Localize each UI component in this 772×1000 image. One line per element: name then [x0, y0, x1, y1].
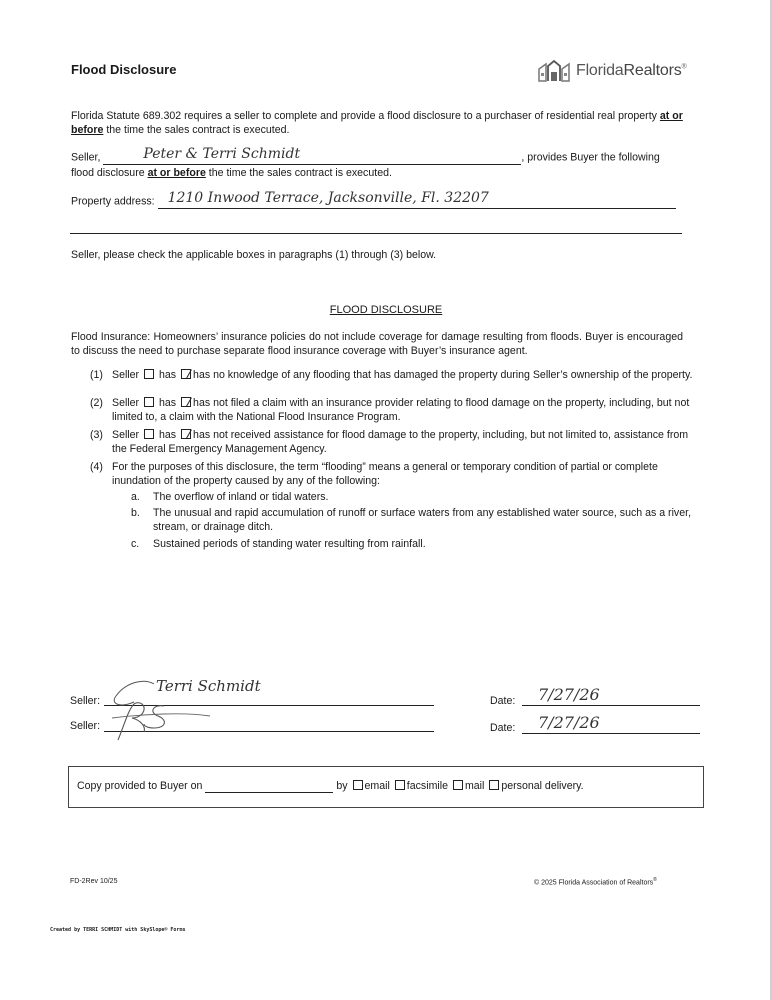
has-not-checkbox-3[interactable] [181, 429, 191, 439]
flood-disclosure-page: Flood Disclosure FloridaRealtors® Florida Statute 689.302 requires a seller to complete and provide a flood disclosure to a purchaser of residential real property at or before the time the sales contract is executed. Seller, Peter & Terri Schmidt , provides Buyer the following flood disclosure at or before the time the sales contract is executed. Property address: 1210 Inwood Terrace, Jacksonville, Fl. 32207 Seller, please check the applicable boxes in paragraphs (1) through (3) below. FLOOD DISCLOSURE Flood Insurance: Homeowners’ insurance policies do not include coverage for damage resulting from floods. Buyer is encouraged to discuss the need to purchase separate flood insurance coverage with Buyer’s insurance agent. (1) Seller has has no knowledge of any flooding that has damaged the property during Seller’s ownership of the property. (2) Seller has has not filed a claim with an insurance provider relating to flood damage on the property, including, but not limited to, a claim with the National Flood Insurance Program. (3) Seller has has not received assistance for flood damage to the property, including, but not limited to, assistance from the Federal Emergency Management Agency. (4) For the purposes of this disclosure, the term “flooding” means a general or temporary condition of partial or complete inundation of the property caused by any of the following: a. The overflow of inland or tidal waters. b. The unusual and rapid accumulation of runoff or surface waters from any established water source, such as a river, stream, or drainage ditch. c. Sustained periods of standing water resulting from rainfall. Seller: Terri Schmidt Seller: Date: 7/27/26 Date: 7/27/26 Copy provided to Buyer on by email facsimile mail personal delivery. FD-2Rev 10/25 © 2025 Florida Association of Realtors® Created by TERRI SCHMIDT with SkySlope® Forms [0, 0, 772, 1000]
created-by-note: Created by TERRI SCHMIDT with SkySlope® Forms [50, 927, 186, 933]
has-not-checkbox-2[interactable] [181, 397, 191, 407]
seller-2-signature-mark [104, 696, 214, 742]
page-title: Flood Disclosure [71, 62, 177, 77]
seller-line: Seller, Peter & Terri Schmidt , provides Buyer the following [71, 146, 660, 164]
has-not-checkbox-1[interactable] [181, 369, 191, 379]
disclosure-line: flood disclosure at or before the time the sales contract is executed. [71, 167, 392, 179]
address-continuation-line [70, 233, 682, 234]
personal-delivery-checkbox[interactable] [489, 780, 499, 790]
seller-label: Seller, [71, 151, 101, 164]
date-1-value: 7/27/26 [538, 685, 600, 704]
check-instruction: Seller, please check the applicable boxes in paragraphs (1) through (3) below. [71, 249, 437, 261]
copy-provided-box [68, 766, 704, 808]
address-label: Property address: [71, 195, 155, 208]
seller-1-label: Seller: [70, 695, 101, 707]
copy-date-field[interactable] [205, 792, 333, 793]
florida-realtors-logo [537, 60, 686, 82]
address-field[interactable]: 1210 Inwood Terrace, Jacksonville, Fl. 32207 [158, 189, 676, 209]
date-2-value: 7/27/26 [538, 713, 600, 732]
seller-name-field[interactable]: Peter & Terri Schmidt [103, 145, 521, 165]
realtors-house-icon [537, 60, 571, 82]
statute-paragraph: Florida Statute 689.302 requires a seller to complete and provide a flood disclosure to a purchaser of residential real property at or before the time the sales contract is executed. [71, 110, 683, 137]
section-heading: FLOOD DISCLOSURE [329, 304, 443, 316]
mail-checkbox[interactable] [453, 780, 463, 790]
copy-provided-row: Copy provided to Buyer on by email facsimile mail personal delivery. [77, 780, 584, 792]
form-id: FD-2Rev 10/25 [70, 878, 118, 885]
has-checkbox-3[interactable] [144, 429, 154, 439]
seller-1-signature: Terri Schmidt [156, 677, 261, 695]
seller-2-label: Seller: [70, 720, 101, 732]
facsimile-checkbox[interactable] [395, 780, 405, 790]
logo-text: FloridaRealtors® [576, 62, 687, 80]
copyright: © 2025 Florida Association of Realtors® [534, 877, 657, 887]
date-2-label: Date: [490, 722, 516, 734]
has-checkbox-1[interactable] [144, 369, 154, 379]
email-checkbox[interactable] [353, 780, 363, 790]
flood-insurance-paragraph: Flood Insurance: Homeowners’ insurance policies do not include coverage for damage resulting from floods. Buyer is encouraged to discuss the need to purchase separate flood insurance coverage with Buyer’s insurance agent. [71, 331, 683, 358]
has-checkbox-2[interactable] [144, 397, 154, 407]
property-address-line [71, 189, 683, 209]
date-1-label: Date: [490, 695, 516, 707]
